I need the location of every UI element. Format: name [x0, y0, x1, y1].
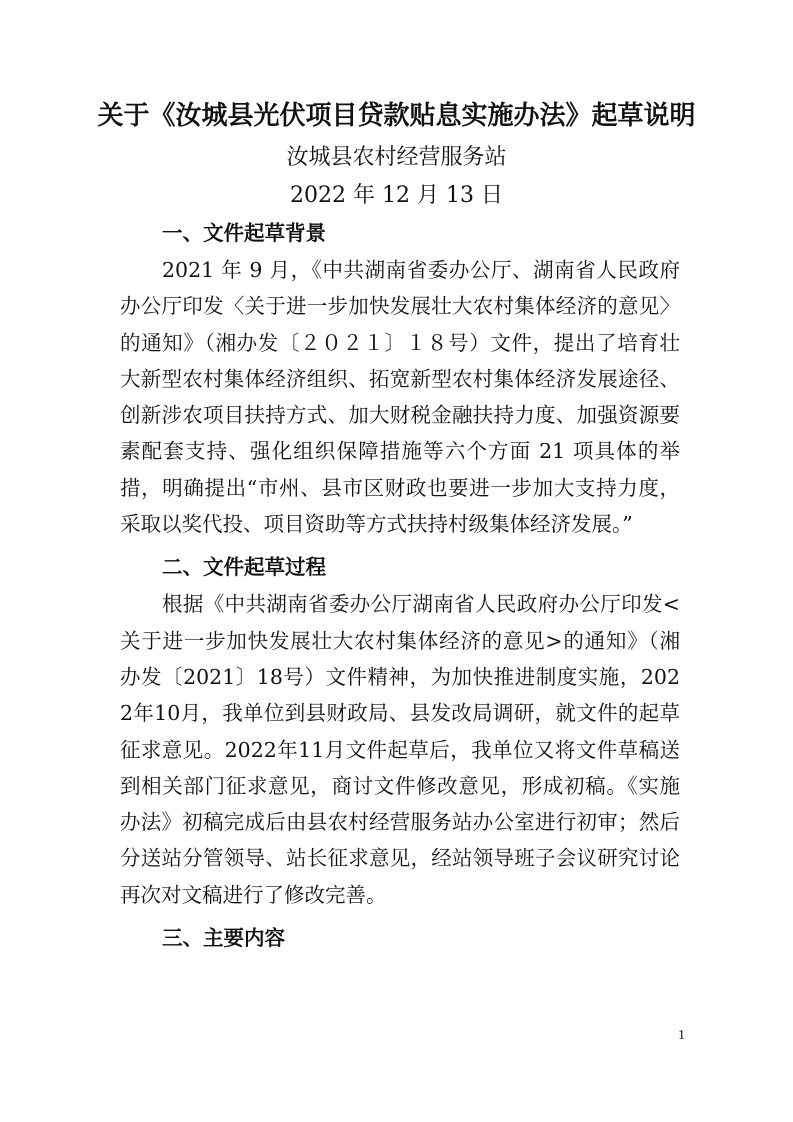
- section-heading-process: 二、文件起草过程: [162, 555, 326, 580]
- section-paragraph-process: 根据《中共湖南省委办公厅湖南省人民政府办公厅印发<关于进一步加快发展壮大农村集体经济的意见>的通知》（湘办发〔2021〕18号）文件精神，为加快推进制度实施，2022年10月，我单位到县财政局、县发改局调研，就文件的起草征求意见。2022年11月文件起草后，我单位又将文件草稿送到相关部门征求意见，商讨文件修改意见，形成初稿。《实施办法》初稿完成后由县农村经营服务站办公室进行初审；然后分送站分管领导、站长征求意见，经站领导班子会议研究讨论再次对文稿进行了修改完善。: [120, 592, 680, 907]
- section-heading-content: 三、主要内容: [162, 926, 285, 951]
- section-paragraph-background: 2021 年 9 月，《中共湖南省委办公厅、湖南省人民政府办公厅印发〈关于进一步加快发展壮大农村集体经济的意见〉 的通知》（湘办发〔２０２１〕１８号）文件，提出了培育壮大新型农村集体经济组织、拓宽新型农村集体经济发展途径、创新涉农项目扶持方式、加大财税金融扶持力度、加强资源要素配套支持、强化组织保障措施等六个方面 21 项具体的举措，明确提出“市州、县市区财政也要进一步加大支持力度，采取以奖代投、项目资助等方式扶持村级集体经济发展。”: [120, 258, 680, 537]
- section-heading-background: 一、文件起草背景: [162, 221, 326, 245]
- page-number: 1: [678, 1028, 685, 1043]
- document-body: [120, 214, 680, 957]
- document-author: 汝城县农村经营服务站: [286, 145, 507, 170]
- document-title: 关于《汝城县光伏项目贷款贴息实施办法》起草说明: [97, 101, 696, 131]
- document-date: 2022 年 12 月 13 日: [290, 183, 503, 208]
